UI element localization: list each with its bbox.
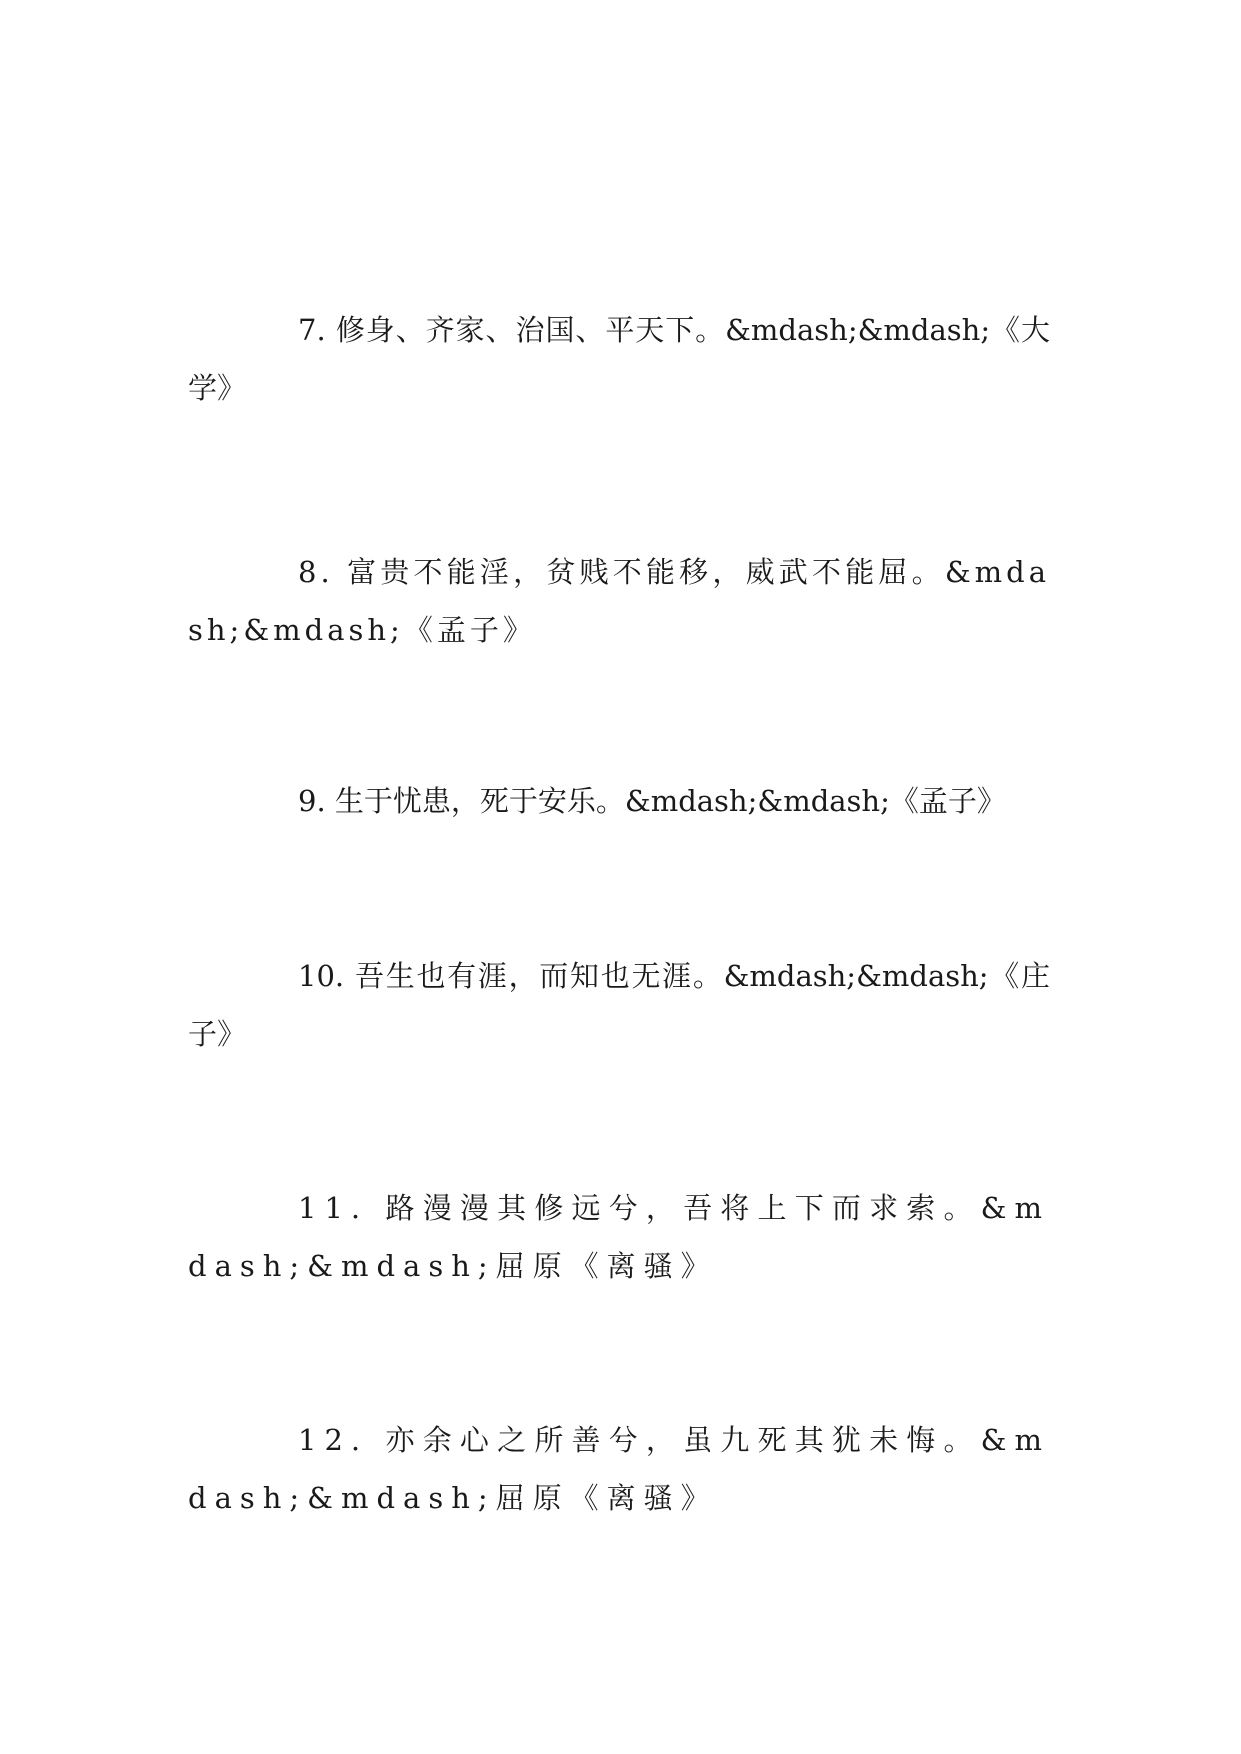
quote-paragraph-10: 10. 吾生也有涯，而知也无涯。&mdash;&mdash;《庄子》 <box>188 959 1050 1051</box>
quote-paragraph-12: 12. 亦余心之所善兮，虽九死其犹未悔。&mdash;&mdash;屈原《离骚》 <box>188 1423 1050 1515</box>
quote-paragraph-8: 8. 富贵不能淫，贫贱不能移，威武不能屈。&mdash;&mdash;《孟子》 <box>188 555 1050 647</box>
quote-paragraph-7: 7. 修身、齐家、治国、平天下。&mdash;&mdash;《大学》 <box>188 313 1050 405</box>
quote-paragraph-11: 11. 路漫漫其修远兮，吾将上下而求索。&mdash;&mdash;屈原《离骚》 <box>188 1191 1050 1283</box>
quote-paragraph-9: 9. 生于忧患，死于安乐。&mdash;&mdash;《孟子》 <box>298 784 1006 818</box>
